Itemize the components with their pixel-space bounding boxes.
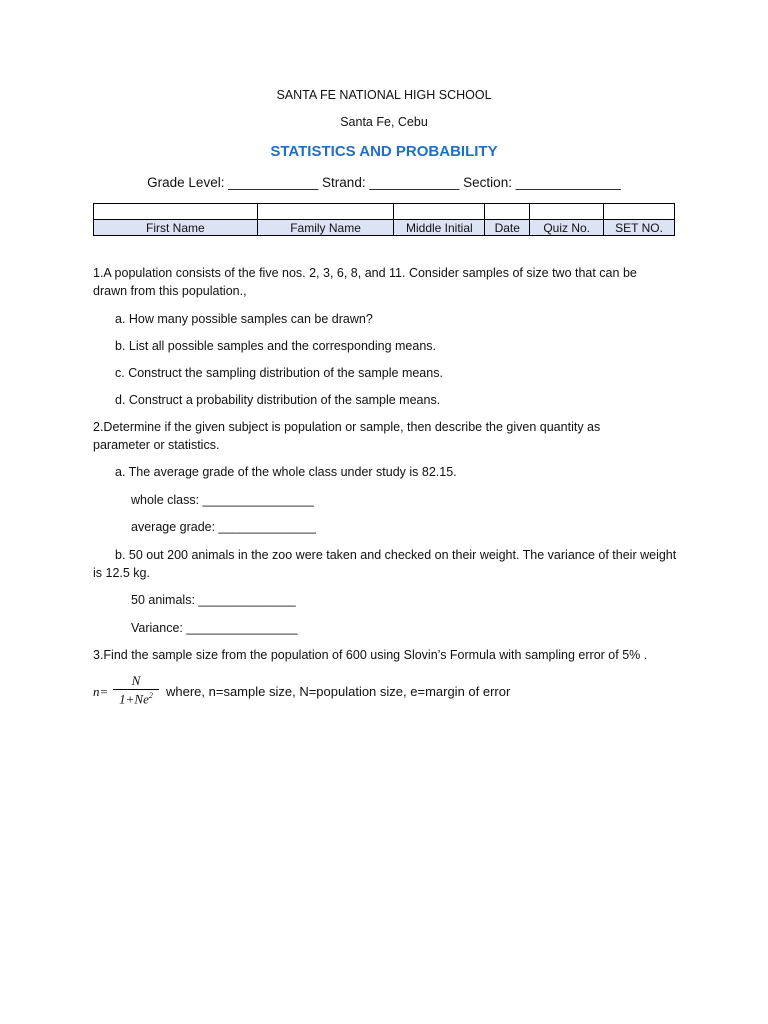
question-1d: d. Construct a probability distribution of the sample means.: [115, 393, 441, 407]
column-header: Date: [485, 220, 530, 236]
question-1-stem: 1.A population consists of the five nos. 2, 3, 6, 8, and 11. Consider samples of size two that can be drawn from this population.,: [93, 266, 637, 298]
question-2b: b. 50 out 200 animals in the zoo were taken and checked on their weight. The variance of their weight is 12.5 kg.: [93, 548, 677, 580]
formula-exponent: 2: [148, 691, 153, 700]
answer-line-variance: Variance: ________________: [131, 621, 298, 635]
subject-title: STATISTICS AND PROBABILITY: [270, 143, 498, 160]
student-info-table: [93, 203, 675, 236]
family-name-cell[interactable]: [257, 204, 394, 220]
question-1b: b. List all possible samples and the corresponding means.: [115, 339, 437, 353]
set-no-cell[interactable]: [604, 204, 675, 220]
question-1a: a. How many possible samples can be drawn?: [115, 312, 373, 326]
school-location: Santa Fe, Cebu: [340, 115, 428, 129]
column-header: Quiz No.: [530, 220, 604, 236]
first-name-cell[interactable]: [94, 204, 258, 220]
formula-fraction: [113, 673, 159, 707]
formula-denominator-wrap: [113, 690, 159, 707]
grade-strand-section-line: Grade Level: ____________ Strand: ____________ Section: ______________: [147, 175, 621, 190]
question-1c: c. Construct the sampling distribution of the sample means.: [115, 366, 443, 380]
column-header: Middle Initial: [394, 220, 485, 236]
formula-legend: where, n=sample size, N=population size, e=margin of error: [166, 684, 511, 699]
answer-line-whole-class: whole class: ________________: [131, 493, 314, 507]
column-header: SET NO.: [604, 220, 675, 236]
blank-entry-row: [94, 204, 675, 220]
quiz-no-cell[interactable]: [530, 204, 604, 220]
date-cell[interactable]: [485, 204, 530, 220]
formula-lhs: n=: [93, 684, 109, 699]
question-3-stem: 3.Find the sample size from the population of 600 using Slovin’s Formula with sampling error of 5% .: [93, 648, 648, 662]
formula-denominator: 1+Ne: [119, 691, 149, 707]
formula-numerator: N: [131, 673, 141, 688]
answer-line-average-grade: average grade: ______________: [131, 520, 316, 534]
column-header-row: [94, 220, 675, 236]
answer-line-50-animals: 50 animals: ______________: [131, 593, 296, 607]
column-header: Family Name: [257, 220, 394, 236]
school-name: SANTA FE NATIONAL HIGH SCHOOL: [276, 88, 492, 102]
question-2-stem: 2.Determine if the given subject is population or sample, then describe the given quantity as parameter or statistics.: [93, 420, 601, 452]
question-2a: a. The average grade of the whole class under study is 82.15.: [115, 465, 457, 479]
middle-initial-cell[interactable]: [394, 204, 485, 220]
column-header: First Name: [94, 220, 258, 236]
